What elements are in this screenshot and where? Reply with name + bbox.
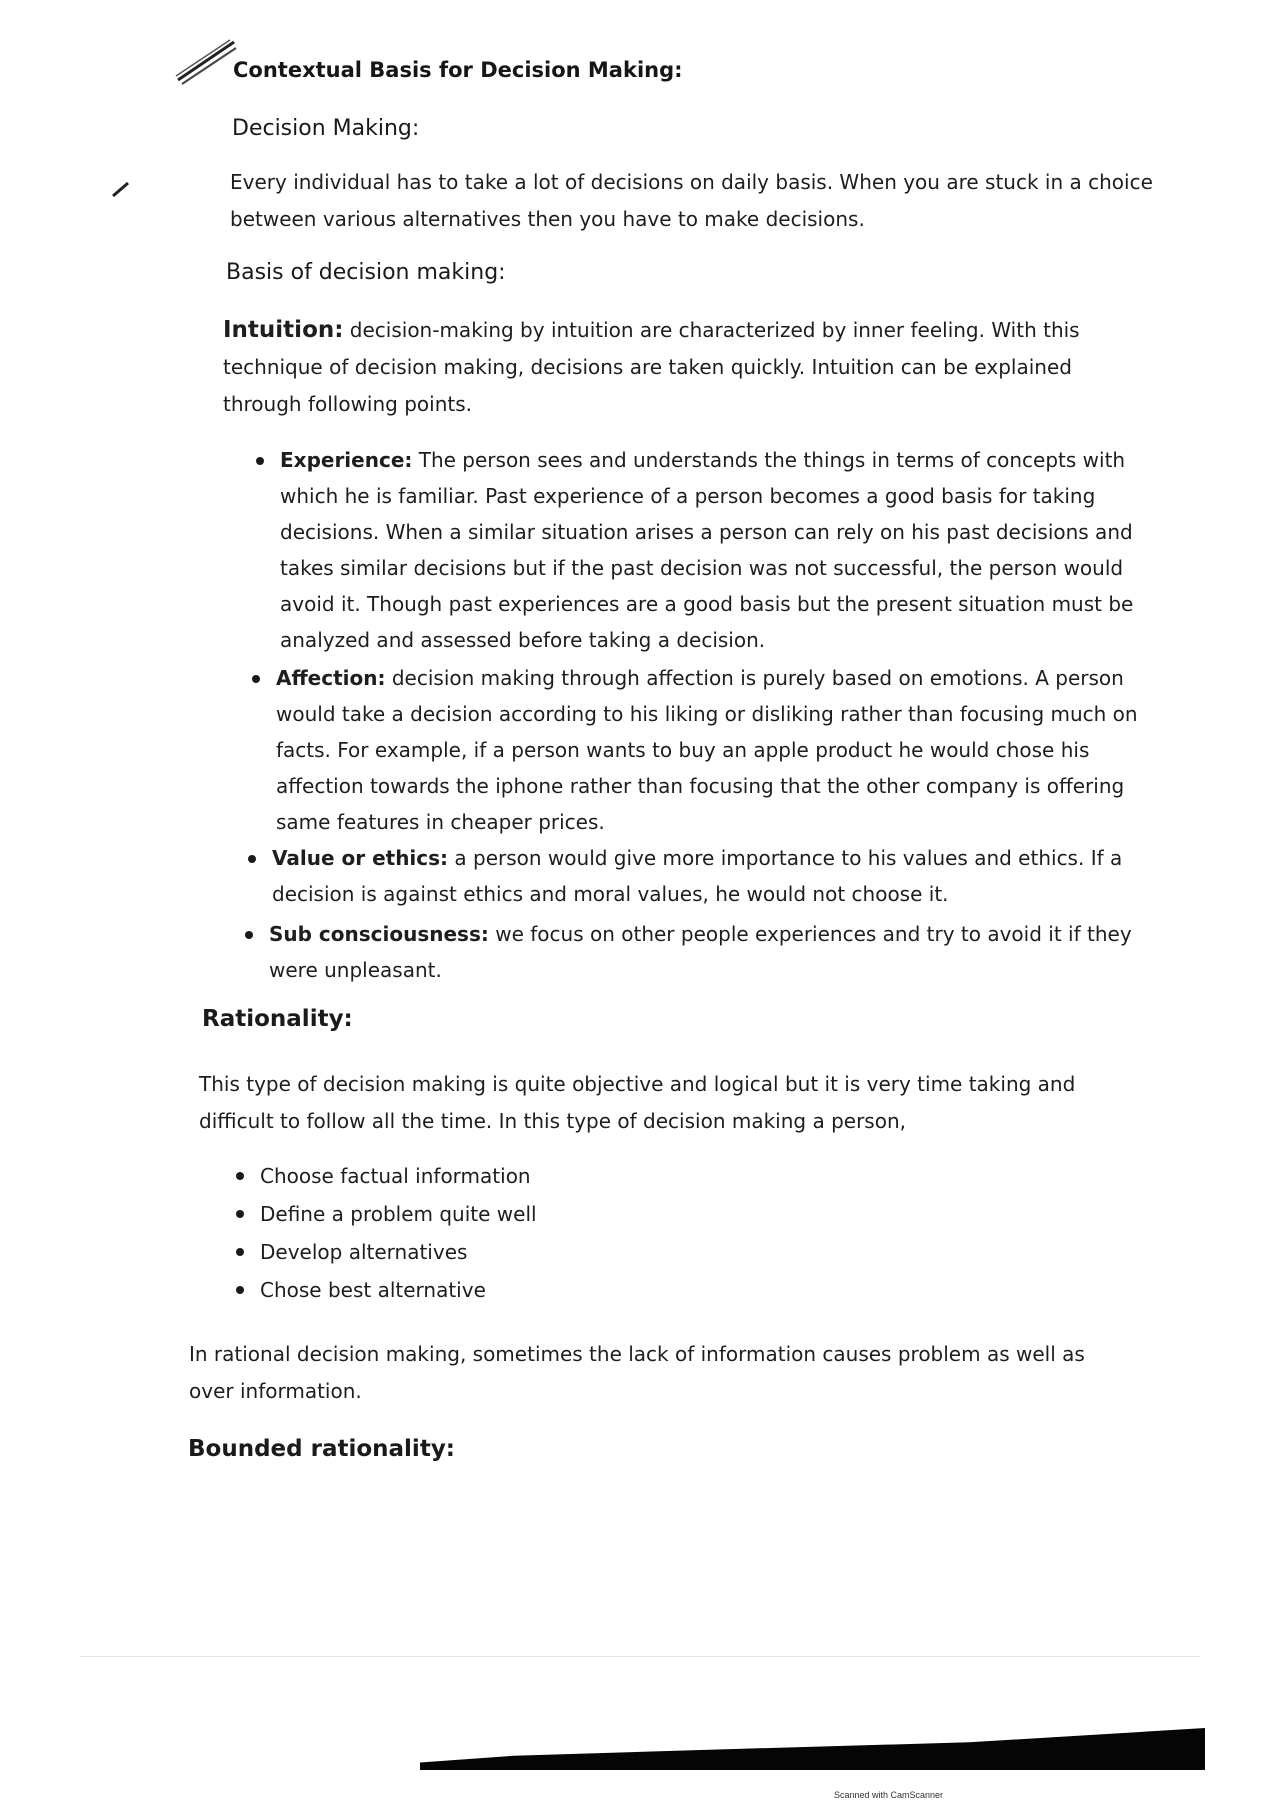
decision-making-heading: Decision Making: — [232, 116, 420, 141]
text-line: Every individual has to take a lot of decisions on daily basis. When you are stuck in a choice — [230, 170, 1153, 194]
list-item — [260, 1158, 537, 1196]
scanner-watermark: Scanned with CamScanner — [834, 1790, 944, 1800]
bullet-dot — [236, 1286, 244, 1294]
rationality-heading: Rationality: — [202, 1006, 353, 1032]
text-line: analyzed and assessed before taking a decision. — [280, 628, 766, 652]
list-item-text: Choose factual information — [260, 1164, 531, 1188]
bullet-dot — [256, 457, 264, 465]
text-line: decisions. When a similar situation arises a person can rely on his past decisions and — [280, 520, 1133, 544]
text-line — [280, 442, 1180, 478]
text-line: This type of decision making is quite objective and logical but it is very time taking and — [199, 1072, 1076, 1096]
text-line: facts. For example, if a person wants to buy an apple product he would chose his — [276, 738, 1090, 762]
text-line: between various alternatives then you have to make decisions. — [230, 207, 865, 231]
intuition-paragraph — [223, 312, 1203, 423]
text-line: technique of decision making, decisions are taken quickly. Intuition can be explained — [223, 355, 1072, 379]
text-line: would take a decision according to his liking or disliking rather than focusing much on — [276, 702, 1138, 726]
text-line: over information. — [189, 1379, 362, 1403]
bullet-term: Sub consciousness: — [269, 922, 489, 946]
text-segment: decision-making by intuition are characterized by inner feeling. With this — [343, 318, 1080, 342]
scanner-edge-bar — [420, 1728, 1205, 1770]
rationality-closing — [189, 1336, 1189, 1410]
text-segment: we focus on other people experiences and try to avoid it if they — [488, 922, 1132, 946]
decision-making-paragraph — [230, 164, 1190, 238]
bullet-sub-consciousness — [269, 916, 1179, 988]
tick-mark-icon — [110, 180, 132, 200]
bounded-rationality-heading: Bounded rationality: — [188, 1436, 456, 1462]
text-line: In rational decision making, sometimes the lack of information causes problem as well as — [189, 1342, 1085, 1366]
text-line — [269, 916, 1179, 952]
text-line: through following points. — [223, 392, 472, 416]
text-line — [276, 660, 1186, 696]
list-item — [260, 1196, 537, 1234]
text-segment: decision making through affection is purely based on emotions. A person — [385, 666, 1124, 690]
page-title: Contextual Basis for Decision Making: — [233, 58, 683, 82]
list-item-text: Chose best alternative — [260, 1278, 486, 1302]
text-line: were unpleasant. — [269, 958, 442, 982]
rationality-list — [260, 1158, 537, 1310]
text-line: decision is against ethics and moral values, he would not choose it. — [272, 882, 949, 906]
bullet-dot — [236, 1210, 244, 1218]
list-item-text: Develop alternatives — [260, 1240, 468, 1264]
text-line: which he is familiar. Past experience of a person becomes a good basis for taking — [280, 484, 1096, 508]
intuition-term: Intuition: — [223, 317, 344, 343]
list-item-text: Define a problem quite well — [260, 1202, 537, 1226]
bullet-experience — [280, 442, 1180, 658]
list-item — [260, 1234, 537, 1272]
text-line — [223, 312, 1203, 349]
text-line: same features in cheaper prices. — [276, 810, 605, 834]
scan-artifact-line — [80, 1656, 1200, 1657]
text-line: difficult to follow all the time. In this type of decision making a person, — [199, 1109, 906, 1133]
bullet-term: Value or ethics: — [272, 846, 449, 870]
text-line: affection towards the iphone rather than focusing that the other company is offering — [276, 774, 1125, 798]
bullet-value-ethics — [272, 840, 1182, 912]
text-line: avoid it. Though past experiences are a good basis but the present situation must be — [280, 592, 1134, 616]
bullet-term: Experience: — [280, 448, 413, 472]
text-line: takes similar decisions but if the past decision was not successful, the person would — [280, 556, 1124, 580]
bullet-dot — [236, 1172, 244, 1180]
bullet-dot — [248, 855, 256, 863]
text-segment: a person would give more importance to his values and ethics. If a — [448, 846, 1123, 870]
bullet-dot — [252, 675, 260, 683]
bullet-dot — [236, 1248, 244, 1256]
rationality-paragraph — [199, 1066, 1189, 1140]
bullet-term: Affection: — [276, 666, 386, 690]
text-segment: The person sees and understands the things in terms of concepts with — [412, 448, 1126, 472]
basis-heading: Basis of decision making: — [226, 260, 506, 285]
pen-mark-icon — [172, 36, 242, 88]
text-line — [272, 840, 1182, 876]
bullet-affection — [276, 660, 1186, 840]
list-item — [260, 1272, 537, 1310]
bullet-dot — [245, 931, 253, 939]
